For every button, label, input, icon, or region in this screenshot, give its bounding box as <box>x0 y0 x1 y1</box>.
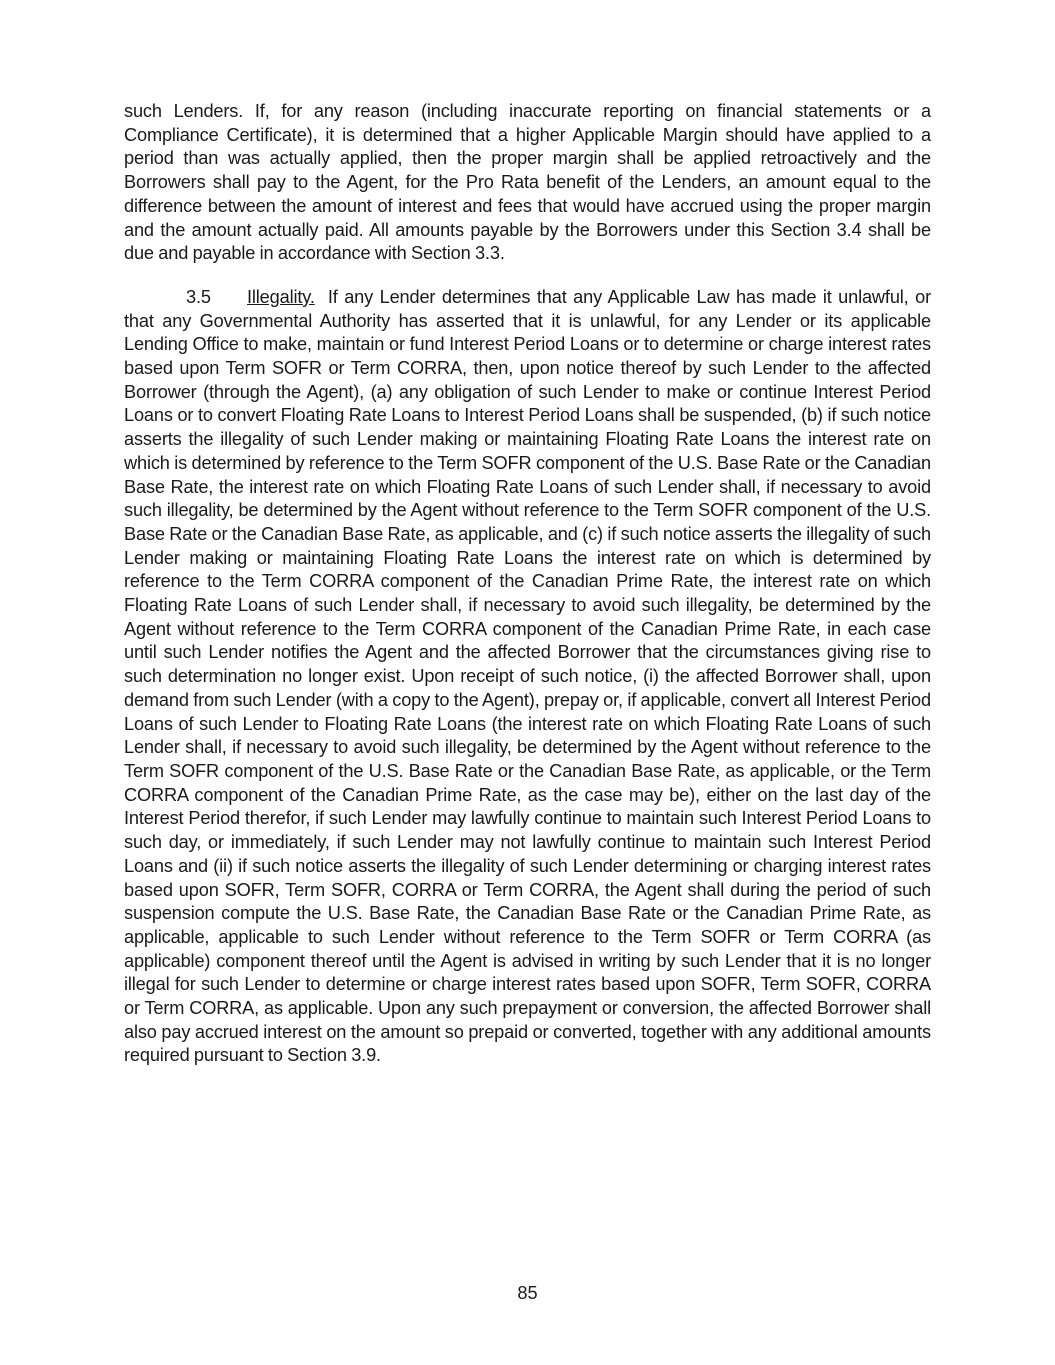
document-body <box>124 100 931 1068</box>
section-number: 3.5 <box>186 286 211 307</box>
section-title: Illegality. <box>247 286 315 307</box>
section-body-text: If any Lender determines that any Applicable Law has made it unlawful, or that any Governmental Authority has asserted that it is unlawful, for any Lender or its applicable Lending Office to make, maintain or fund Interest Period Loans or to determine or charge interest rates based upon Term SOFR or Term CORRA, then, upon notice thereof by such Lender to the affected Borrower (through the Agent), (a) any obligation of such Lender to make or continue Interest Period Loans or to convert Floating Rate Loans to Interest Period Loans shall be suspended, (b) if such notice asserts the illegality of such Lender making or maintaining Floating Rate Loans the interest rate on which is determined by reference to the Term SOFR component of the U.S. Base Rate or the Canadian Base Rate, the interest rate on which Floating Rate Loans of such Lender shall, if necessary to avoid such illegality, be determined by the Agent without reference to the Term SOFR component of the U.S. Base Rate or the Canadian Base Rate, as applicable, and (c) if such notice asserts the illegality of such Lender making or maintaining Floating Rate Loans the interest rate on which is determined by reference to the Term CORRA component of the Canadian Prime Rate, the interest rate on which Floating Rate Loans of such Lender shall, if necessary to avoid such illegality, be determined by the Agent without reference to the Term CORRA component of the Canadian Prime Rate, in each case until such Lender notifies the Agent and the affected Borrower that the circumstances giving rise to such determination no longer exist. Upon receipt of such notice, (i) the affected Borrower shall, upon demand from such Lender (with a copy to the Agent), prepay or, if applicable, convert all Interest Period Loans of such Lender to Floating Rate Loans (the interest rate on which Floating Rate Loans of such Lender shall, if necessary to avoid such illegality, be determined by the Agent without reference to the Term SOFR component of the U.S. Base Rate or the Canadian Base Rate, as applicable, or the Term CORRA component of the Canadian Prime Rate, as the case may be), either on the last day of the Interest Period therefor, if such Lender may lawfully continue to maintain such Interest Period Loans to such day, or immediately, if such Lender may not lawfully continue to maintain such Interest Period Loans and (ii) if such notice asserts the illegality of such Lender determining or charging interest rates based upon SOFR, Term SOFR, CORRA or Term CORRA, the Agent shall during the period of such suspension compute the U.S. Base Rate, the Canadian Base Rate or the Canadian Prime Rate, as applicable, applicable to such Lender without reference to the Term SOFR or Term CORRA (as applicable) component thereof until the Agent is advised in writing by such Lender that it is no longer illegal for such Lender to determine or charge interest rates based upon SOFR, Term SOFR, CORRA or Term CORRA, as applicable. Upon any such prepayment or conversion, the affected Borrower shall also pay accrued interest on the amount so prepaid or converted, together with any additional amounts required pursuant to Section 3.9. <box>124 286 931 1066</box>
page-number: 85 <box>517 1283 538 1303</box>
paragraph-section-3-5 <box>124 286 931 1068</box>
paragraph-continuation-section-3-4: such Lenders. If, for any reason (including inaccurate reporting on financial statements or a Compliance Certificate), it is determined that a higher Applicable Margin should have applied to a period than was actually applied, then the proper margin shall be applied retroactively and the Borrowers shall pay to the Agent, for the Pro Rata benefit of the Lenders, an amount equal to the difference between the amount of interest and fees that would have accrued using the proper margin and the amount actually paid. All amounts payable by the Borrowers under this Section 3.4 shall be due and payable in accordance with Section 3.3. <box>124 101 931 264</box>
